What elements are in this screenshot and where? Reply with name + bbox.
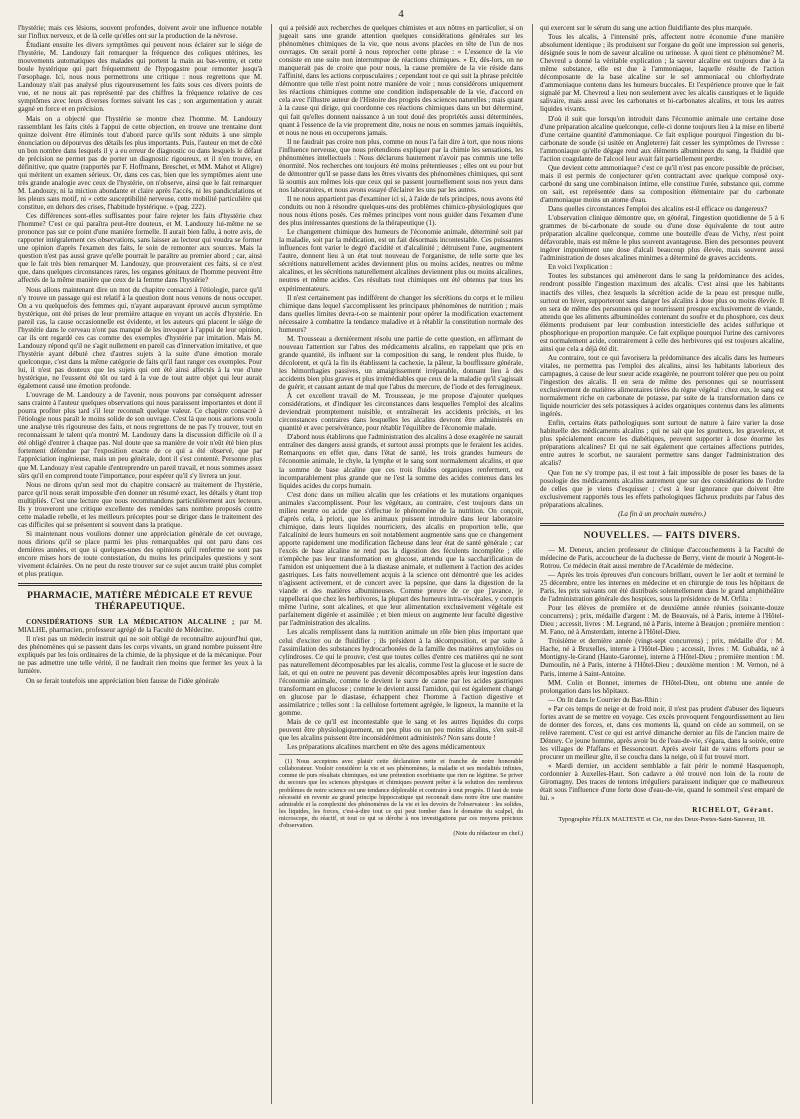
column-middle bbox=[279, 24, 523, 838]
paragraph: l'hystérie; mais ces lésions, souvent profondes, doivent avoir une influence notable sur l'influx nerveux, et de là celle qu'elles ont sur la production de la névrose. bbox=[18, 24, 262, 41]
page-number: 4 bbox=[398, 8, 404, 20]
news-item: MM. Colin et Bonnet, internes de l'Hôtel-Dieu, ont obtenu une année de prolongation dans les hôpitaux. bbox=[540, 678, 784, 695]
paragraph: C'est donc dans un milieu alcalin que les créations et les mutations organiques animales s'accomplissent. Pour les végétaux, au contraire, c'est toujours dans un milieu neutre ou acide que s'effectue le phénomène de la nutrition. On conçoit, d'après cela, à priori, que les animaux puissent introduire dans leur laboratoire chimique, dans leurs liquides nourriciers, des alcalis en proportion telle, que l'alcalinité de leurs humeurs en soit notablement augmentée sans que ce changement apporte rapidement une modification fâcheuse dans leur état de santé générale ; car l'excès de base alcaline ne rend pas la digestion des féculents incomplète ; elle n'empêche pas leur transformation en glucose, attendu que la saccharification de l'amidon est uniquement due à la diastase animale, et nullement à l'action des acides gastriques. Les faits nouvellement acquis à la science ont démontré que les acides n'agissent activement, et de concert avec la pepsine, que dans la digestion de la viande et des matières albumineuses. Comme preuve de ce que j'avance, je rappellerai que chez les herbivores, la plupart des humeurs intra-viscérales, y compris même l'urine, sont alcalines, et que leur alimentation exclusivement végétale est parfaitement digérée et assimilée ; et bien mieux on augmente leur faculté digestive par l'administration des alcalins. bbox=[279, 490, 523, 628]
article-title: CONSIDÉRATIONS SUR LA MÉDICATION ALCALINE ; bbox=[26, 618, 235, 627]
news-item: — On lit dans le Courrier du Bas-Rhin : bbox=[548, 695, 662, 704]
paragraph: On se ferait toutefois une appréciation bien fausse de l'idée générale bbox=[26, 676, 220, 685]
news-item: — M. Deneux, ancien professeur de clinique d'accouchements à la Faculté de médecine de Paris, accoucheur de la duchesse de Berry, vient de mourir à Nogent-le-Rotrou. Ce médecin était aussi membre de l'Académie de médecine. bbox=[540, 545, 784, 570]
column-rule bbox=[271, 24, 272, 1104]
paragraph: D'où il suit que lorsqu'on introduit dans l'économie animale une certaine dose d'une préparation alcaline quelconque, celle-ci donne toujours lieu à la mise en liberté d'une certaine quantité d'ammoniaque. Ce fait explique pourquoi l'ingestion du bi-carbonate de soude (si usitée en Angleterre) fait cesser les symptômes de l'ivresse : l'ammoniaque qu'elle dégage rend aux éléments albumineux du sang, la fluidité que l'action coagulante de l'alcool leur avait fait partiellement perdre. bbox=[540, 114, 784, 163]
paragraph: L'ouvrage de M. Landouzy a de l'avenir, nous pouvons par conséquent adresser sans crainte à l'auteur quelques observations qui nous paraissent importantes et dont il pourra profiter plus tard s'il leur reconnaît quelque valeur. Ce chapitre consacré à l'étiologie nous paraît le moins solide de son ouvrage. C'est là que nous aurions voulu une analyse très rigoureuse des faits, et nous regrettons de ne pas l'y trouver, tout en reconnaissant le talent qu'a montré M. Landouzy dans la discussion difficile où il a été obligé d'entrer à chaque pas. Nul doute que sa manière de voir n'eût été bien plus fortement défendue par l'exposition exacte de ce qui a été observé, que par l'appréciation ingénieuse, mais un peu générale, dont il s'est contenté. Personne plus que M. Landouzy n'est capable d'entreprendre un pareil travail, et nous sommes assez sûrs qu'il en comprend toute l'importance, pour espérer qu'il s'y livrera un jour. bbox=[18, 391, 262, 480]
paragraph: Toutes les substances qui amèneront dans le sang la prédominance des acides, rendront possible l'ingestion maximum des alcalis. C'est ainsi que les habitants inactifs des villes, chez lesquels la sécrétion acide de la peau est presque nulle, surtout en hiver, supporteront sans danger les alcalins à dose plus ou moins élevée. Il en sera de même des personnes qui se nourrissent presque exclusivement de viande, attendu que les aliments albuminoïdes contenant du soufre et du phosphore, ces deux éléments produisent par leur combustion intersticielle des acides sulfurique et phosphorique en proportion marquée. Ce fait explique pourquoi l'urine des carnivores est normalement acide, contrairement à celle des herbivores qui est toujours alcaline, ainsi que cela a déjà été dit. bbox=[540, 272, 784, 353]
paragraph: Les alcalis remplissent dans la nutrition animale un rôle bien plus important que celui d'exciter ou de fluidifier ; ils président à la décomposition, et par suite à l'assimilation des substances hydrocarbonées de la famille des matières amyloïdes ou cylindroses. Ce qui le prouve, c'est que toutes celles d'entre ces matières qui ne sont pas naturellement décomposables par les alcalis, comme l'est la glucose et le sucre de lait, et qui en outre ne peuvent pas devenir décomposables après leur ingestion dans l'économie animale, comme le devient le sucre de canne par les acides gastriques transformant en glucose ; comme le devient aussi l'amidon, qui est également changé en glucose par le diastase, échappent chez l'homme à l'action digestive et assimilatrice ; telles sont : la cellulose fortement agrégée, le ligneux, la mannite et la gomme. bbox=[279, 628, 523, 717]
section-divider-bottom bbox=[540, 525, 784, 526]
paragraph: Au contraire, tout ce qui favorisera la prédominance des alcalis dans les humeurs vitales, ne permettra pas l'emploi des alcalins, ainsi les habitants laborieux des campagnes, à cause de leur sueur acide exagérée, ne pourront tolérer que peu ou point l'ingestion des alcalis. Il en sera de même des personnes qui se nourrissent exclusivement de matières alimentaires tirées du règne végétal : chez eux, le sang est normalement riche en carbonate de potasse, par suite de la transformation dans ce liquide nourricier des sels potassiques à acides organiques contenus dans les aliments ingérés. bbox=[540, 353, 784, 419]
continuation-note: (La fin à un prochain numéro.) bbox=[618, 509, 706, 518]
news-item: Troisième et dernière année (vingt-sept concurrens) ; prix, médaille d'or : M. Hache, né à Bruxelles, interne à l'Hôtel-Dieu ; accessit, livres : M. Gubalda, né à Montigny-le-Grand (Haute-Garonne), interne à l'Hôtel-Dieu ; première mention : M. Dumoulin, né à Paris, interne à l'Hôtel-Dieu ; deuxième mention : M. Vernon, né à Paris, interne à Saint-Antoine. bbox=[540, 637, 784, 678]
footnote-text: (1) Nous acceptons avec plaisir cette déclaration nette et franche de notre honorable collaborateur. Vouloir considérer la vie et ses phénomènes, la maladie et ses modalités infinies, comme de purs résultats chimiques, est une prétention exorbitante que rien ne légitime. Se priver du secours que les sciences physiques et chimiques peuvent prêter à la solution des nombreux problèmes de notre science est une tendance déplorable et contraire à tout progrès. Il faut de toute nécessité en revenir au grand principe hippocratique qui reconnaît dans notre être une manière admirable et la complexité des phénomènes de la vie et les devoirs de l'observateur : les solides, les liquides, les forces, c'est-à-dire tout ce qui peut tomber dans le domaine du scalpel, du microscope, du réactif, et tout ce qui se dérobe à nos investigations par ces moyens précieux d'observation. bbox=[279, 758, 523, 830]
paragraph: Ces différences sont-elles suffisantes pour faire rejeter les faits d'hystérie chez l'homme? C'est ce qui paraîtra peut-être douteux, et M. Landouzy lui-même ne se prononce pas sur ce point d'une manière formelle. Il aurait bien fallu, à notre avis, de rapporter intégralement ces observations, sans laisser au lecteur qui voudra se former une opinion d'après l'examen des faits, le soin de remonter aux sources. Mais la question n'est pas aussi grave qu'elle pourrait le paraître au premier abord ; car, ainsi que le fait très bien remarquer M. Landouzy, que prouveraient ces faits, si ce n'est que, dans quelques circonstances rares, les organes génitaux de l'homme peuvent être affectés de la même manière que ceux de la femme dans l'hystérie? bbox=[18, 212, 262, 285]
paragraph: Il ne nous appartient pas d'examiner ici si, à l'aide de tels principes, nous avons été conduits ou non à résoudre quelques-uns des problèmes chimico-physiologiques que nous nous étions posés. Ces mêmes principes vont nous guider dans l'examen d'une des plus intéressantes questions de la thérapeutique (1). bbox=[279, 194, 523, 228]
section-divider-bottom bbox=[18, 585, 262, 586]
paragraph: Nous allons maintenant dire un mot du chapitre consacré à l'étiologie, parce qu'il n'y trouve un passage qui est relatif à la question dont nous venons de nous occuper. On a vu quelquefois des femmes qui, n'ayant auparavant éprouvé aucun symptôme hystérique, ont été prises de leur première attaque en voyant un accès d'hystérie. En pareil cas, la cause occasionnelle est évidente, et les auteurs qui placent le siége de l'hystérie dans le cerveau n'ont pas manqué de les invoquer à l'appui de leur opinion, car ils ont regardé ces cas comme des exemples d'hystérie par imitation. Mais M. Landouzy répond qu'il ne s'agit nullement en pareil cas d'innervation imitative, et que l'hystérie ayant débuté chez d'autres sujets à la suite d'une émotion morale quelconque, c'est dans la même catégorie de faits qu'il faut ranger ces exemples. Pour lui, il n'est pas douteux que les sujets qui ont été ainsi affectés à la vue d'une hystérique, ne l'eussent été tôt ou tard à la vue de tout autre objet qui leur aurait également causé une émotion profonde. bbox=[18, 285, 262, 391]
news-item: Pour les élèves de première et de deuxième année réunies (soixante-douze concurrens) ; prix, médaille d'argent : M. de Beauvais, né à Paris, interne à l'Hôtel-Dieu ; accessit, livres : M. Legrand, né à Paris, interne à Beaujon ; première mention : M. Fano, né à Amsterdam, interne à l'Hôtel-Dieu. bbox=[540, 604, 784, 637]
news-item: — Après les trois épreuves d'un concours brillant, ouvert le 1er août et terminé le 25 décembre, entre les internes en médecine et en chirurgie de tous les hôpitaux de Paris, les prix suivants ont été distribués solennellement dans le grand amphithéâtre de l'administration générale des hospices, sous la présidence de M. Orfila : bbox=[540, 570, 784, 604]
column-rule bbox=[532, 24, 533, 1104]
article-author: par M. MIALHE, pharmacien, professeur agrégé de la Faculté de Médecine. bbox=[18, 618, 263, 635]
news-item: « Par ces temps de neige et de froid noir, il n'est pas prudent d'abuser des liqueurs fortes avant de se mettre en voyage. Ces excès provoquent l'engourdissement au lieu de donner des forces, et, dans ces moments là, quand on cède au sommeil, on se relève rarement. C'est ce qui est arrivé dimanche dernier au fils de l'ancien maire de Dénney. Ce jeune homme, après avoir bu de l'eau-de-vie, s'égara, dans la soirée, entre les villages de Pfaffans et Bessoncourt. Après avoir fait de vains efforts pour se procurer un meilleur gîte, il se coucha dans la neige, où il fut trouvé mort. bbox=[540, 704, 784, 761]
paragraph: Nous ne dirons qu'un seul mot du chapitre consacré au traitement de l'hystérie, parce qu'il nous serait impossible d'en donner un résumé exact, les détails y étant trop multipliés. C'est une lecture que nous recommandons particulièrement aux lecteurs. Ils y trouveront une critique excellente des remèdes sans nombre proposés contre cette maladie rebelle, et les meilleurs préceptes pour se diriger dans le traitement des cas difficiles qui se présentent si souvent dans la pratique. bbox=[18, 480, 262, 529]
news-section-title: NOUVELLES. — FAITS DIVERS. bbox=[583, 530, 741, 541]
paragraph: Tous les alcalis, à l'intensité près, affectent notre économie d'une manière absolument identique ; ils produisent sur l'organe du goût une impression sui generis, désignée sous le nom de saveur alcaline ou urineuse. À quoi tient ce phénomène? M. Chevreul a donné la véritable explication ; la saveur alcaline est toujours due à la même substance, elle est due à l'ammoniaque, laquelle résulte de l'action décomposante de la base alcaline sur le sel ammoniacal ou chlorhydrate d'ammoniaque contenu dans les humeurs buccales. Et l'expérience prouve que le fait signalé par M. Chevreul a lieu non seulement avec les alcalis caustiques et le liquide salivaire, mais aussi avec les carbonates et bi-carbonates alcalins, et tous les autres liquides vivants. bbox=[540, 33, 784, 114]
signature: RICHELOT, Gérant. bbox=[692, 806, 774, 815]
paragraph: À cet excellent travail de M. Trousseau, je me propose d'ajouter quelques considérations, et d'indiquer les circonstances dans lesquelles l'emploi des alcalins deviendrait promptement nuisible, et entraînerait les accidents précités, et les circonstances contraires dans lesquelles les alcalins devront être administrés en quantité et avec persévérance, pour rétablir l'équilibre de l'économie malade. bbox=[279, 392, 523, 433]
footnote bbox=[279, 754, 523, 837]
printer-imprint: Typographie FÉLIX MALTESTE et Cie, rue des Deux-Portes-Saint-Sauveur, 18. bbox=[558, 816, 766, 824]
paragraph: qui exercent sur le sérum du sang une action fluidifiante des plus marquée. bbox=[540, 24, 753, 32]
paragraph: qui a présidé aux recherches de quelques chimistes et aux nôtres en particulier, si on jugeait sans une grande attention quelques considérations générales sur les phénomènes chimiques de la vie, que nous avons placées en tête de l'un de nos ouvrages. On serait porté à nous reprocher cette phrase : « L'essence de la vie consiste en une suite non interrompue de réactions chimiques. » Et, dès-lors, on ne manquerait pas de croire que pour nous, la cause première de la vie réside dans l'affinité, dans les actions corpusculaires ; cependant tout ce qui suit la phrase précitée démontre que telle n'est point notre manière de voir ; nous considérons uniquement les réactions chimiques comme une condition indispensable de la vie, d'accord en cela avec l'illustre auteur de l'Histoire des progrès des sciences naturelles ; mais quant à la cause qui dirige, qui coordonne ces réactions chimiques dans un but déterminé, qui fait qu'elles donnent naissance à un tout doué des propriétés aussi déterminées, quant à l'essence de la vie proprement dite, nous ne nous en sommes jamais inquiétés, et nous ne nous en occuperons jamais. bbox=[279, 24, 523, 137]
paragraph: Que devient cette ammoniaque? c'est ce qu'il n'est pas encore possible de préciser, mais il est permis de conjecturer qu'en contractant avec quelque composé oxy-carboné du sang une combinaison intime, elle constitue l'urée, substance qui, comme on sait, est représentée dans sa composition élémentaire par du carbonate d'ammoniaque moins un atome d'eau. bbox=[540, 163, 784, 204]
paragraph: Mais de ce qu'il est incontestable que le sang et les autres liquides du corps peuvent être physiologiquement, un peu plus ou un peu moins alcalins, s'en suit-il que les alcalins puissent être inconsidérément administrés? Non sans doute ! bbox=[279, 717, 523, 743]
paragraph: Le changement chimique des humeurs de l'économie animale, déterminé soit par la maladie, soit par la médication, est un fait désormais incontestable. Ces puissantes influences font varier le degré d'acidité et d'alcalinité ; détruisent l'une, augmentent l'autre, donnent lieu à un état tout nouveau de l'organisme, de telle sorte que les sécrétions naturellement acides deviennent plus ou moins acides, neutres ou même alcalines, et les sécrétions naturellement alcalines deviennent plus ou moins alcalines, neutres et même acides. Ces résultats tout chimiques ont été obtenus par tous les expérimentateurs. bbox=[279, 228, 523, 293]
paragraph: Étudiant ensuite les divers symptômes qui peuvent nous éclairer sur le siége de l'hystérie, M. Landouzy fait remarquer la fréquence des coliques utérines, les mouvements automatiques des malades qui portent la main au bas-ventre, et cette boule hystérique qui part fréquemment de l'hypogastre pour remonter jusqu'à l'œsophage. Ici, nous nous permettrons une critique : nous regrettons que M. Landouzy n'ait pas analysé plus rigoureusement les faits sous ces divers points de vue, et ne nous ait pas représenté par des chiffres la fréquence relative de ces symptômes avec leurs diverses formes suivant les cas ; son argumentation y aurait gagné en force et en précision. bbox=[18, 41, 262, 114]
news-item: « Mardi dernier, un accident semblable a fait périr le nommé Hasquenoph, cordonnier à Auxelles-Haut. Son cadavre a été trouvé non loin de la route de Giromagny. Des traces de tentons irréguliers paraissent indiquer que ce malheureux était sous l'influence d'une forte dose d'eau-de-vie, quand le sommeil s'est emparé de lui. » bbox=[540, 762, 784, 803]
section-divider-top bbox=[540, 523, 784, 524]
newspaper-page bbox=[18, 8, 784, 1111]
paragraph: Si maintenant nous voulions donner une appréciation générale de cet ouvrage, nous dirions qu'il se place parmi les plus remarquables qui ont paru dans ces dernières années, et que si quelques-unes des opinions qu'il renferme ne sont pas encore mises hors de toute contestation, du moins les principales questions y sont vivement éclairées. On ne peut du reste trouver sur ce sujet aucun traité plus complet et plus pratique. bbox=[18, 529, 262, 579]
section-divider-top bbox=[18, 583, 262, 584]
section-title: PHARMACIE, MATIÈRE MÉDICALE ET REVUE THÉRAPEUTIQUE. bbox=[27, 591, 253, 613]
paragraph: Que l'on ne s'y trompe pas, il est tout à fait impossible de poser les bases de la posologie des médicaments alcalins autrement que sur des considérations de l'ordre de celles que je viens d'esquisser ; c'est à leur ignorance que doivent être exclusivement rapportés tous les effets pathologiques fâcheux produits par l'abus des préparations alcalines. bbox=[540, 468, 784, 509]
article-heading bbox=[18, 618, 262, 634]
paragraph: Enfin, certains états pathologiques sont surtout de nature à faire varier la dose habituelle des médicaments alcalins ; qui ne sait que les goutteux, les graveleux, et plus spécialement encore les diabétiques, peuvent supporter à dose énorme les préparations alcalines? Et qui ne sait également que certaines affections putrides, entre autres le scorbut, ne sauraient permettre sans danger l'administration des alcalis? bbox=[540, 419, 784, 468]
footnote-signature: (Note du rédacteur en chef.) bbox=[453, 830, 523, 838]
paragraph: D'abord nous établirons que l'administration des alcalins à dose exagérée ne saurait entraîner des dangers aussi grands, et surtout aussi prompts que le feraient les acides. Remarquons en effet que, dans l'état de santé, les trois grandes humeurs de l'économie animale, le chyle, la lymphe et le sang sont normalement alcalins, et que la somme de base alcaline que ces trois fluides organiques renferment, est incomparablement plus grande que ne l'est la somme des acides contenus dans les liquides acides du corps humain. bbox=[279, 433, 523, 490]
column-left bbox=[18, 24, 262, 686]
paragraph: Il n'est certainement pas indifférent de changer les sécrétions du corps et le milieu chimique dans lequel s'accomplissent les principaux phénomènes de nutrition ; mais dans quelles limites devra-t-on se maintenir pour opérer la modification exactement nécessaire à combattre la tendance maladive et à rétablir la constitution normale des humeurs? bbox=[279, 293, 523, 334]
paragraph: Les préparations alcalines marchent en tête des agens médicamenteux bbox=[287, 743, 486, 752]
paragraph: M. Trousseau a dernièrement résolu une partie de cette question, en affirmant de nouveau l'attention sur l'abus des médicaments alcalins, en rappelant que pris en grande quantité, ils influent sur la composition du sang, le rendent plus fluide, le décolorent, et qu'à la fin ils établissent la cachexie, la pâleur, la bouffissure générale, les hémorrhagies passives, un amaigrissement irréparable, donnant lieu à des accidents bien plus graves et plus irrémédiables que ceux de la maladie qu'il s'agissait de guérir, et causant autant de mal que l'abus du mercure, de l'iode et des ferrugineux. bbox=[279, 334, 523, 392]
paragraph: L'observation clinique démontre que, en général, l'ingestion quotidienne de 5 à 6 grammes de bi-carbonate de soude ou d'une dose équivalente de tout autre préparation alcaline quelconque, comme une bouteille d'eau de Vichy, n'est point défavorable, mais est même le plus souvent avantageuse. Bien des personnes peuvent ingérer impunément une dose d'alcali beaucoup plus élevée, mais souvent aussi l'administration de doses alcalines minimes a déterminé de graves accidents. bbox=[540, 214, 784, 263]
column-right bbox=[540, 24, 784, 824]
paragraph: Il ne faudrait pas croire non plus, comme on nous l'a fait dire à tort, que nous nions l'influence nerveuse, que nous prétendions expliquer par la chimie les sensations, les phénomènes intellectuels : Nous déclarons hautement n'avoir pas commis une telle énormité. Nos recherches ont toujours été moins prétentieuses ; elles ont eu pour but de démontrer qu'il se passe dans les êtres vivants des phénomènes chimiques, qui sont là soumis aux mêmes lois que ceux qui se passent journellement sous nos yeux dans nos laboratoires, et nous avons essayé d'éclairer les uns par les autres. bbox=[279, 137, 523, 194]
paragraph: Mais on a objecté que l'hystérie se montre chez l'homme. M. Landouzy rassemblant les faits cités à l'appui de cette objection, en trouve une trentaine dont quinze doivent être éliminés tout d'abord parce qu'ils sont réduits à une simple énonciation ou dépourvus des détails les plus importants. Puis, l'auteur en met de côté un bon nombre dans lesquels il y a eu erreur de diagnostic ou dans lesquels le défaut de précision ne permet pas de porter un diagnostic rigoureux, et il n'en trouve, en définitive, que quatre (rapportés par F. Hoffmann, Breschet, et MM. Mahot et Aligre) qui méritent un examen sérieux. Or, dans ces cas, bien que les symptômes aient une très grande analogie avec ceux de l'hystérie, on n'observe, ainsi que le fait remarquer M. Landouzy, ni la miction abondante et claire après l'accès, ni les pandiculations et les pleurs sans motif, ni « cette susceptibilité nerveuse, cette mobilité particulière qui constitue, en dehors des crises, l'habitude hystérique. » (pag. 222). bbox=[18, 114, 262, 212]
paragraph: En voici l'explication : bbox=[548, 263, 613, 272]
paragraph: Dans quelles circonstances l'emploi des alcalins est-il efficace ou dangereux? bbox=[548, 205, 768, 214]
paragraph: Il n'est pas un médecin instruit qui ne soit obligé de reconnaître aujourd'hui que, des phénomènes qui se passent dans les corps vivants, un grand nombre puissent être expliqués par les lois ordinaires de la chimie, de la physique et de la mécanique. Pour ne pas admettre une telle vérité, il ne faudrait rien moins que fermer les yeux à la lumière. bbox=[18, 635, 262, 676]
